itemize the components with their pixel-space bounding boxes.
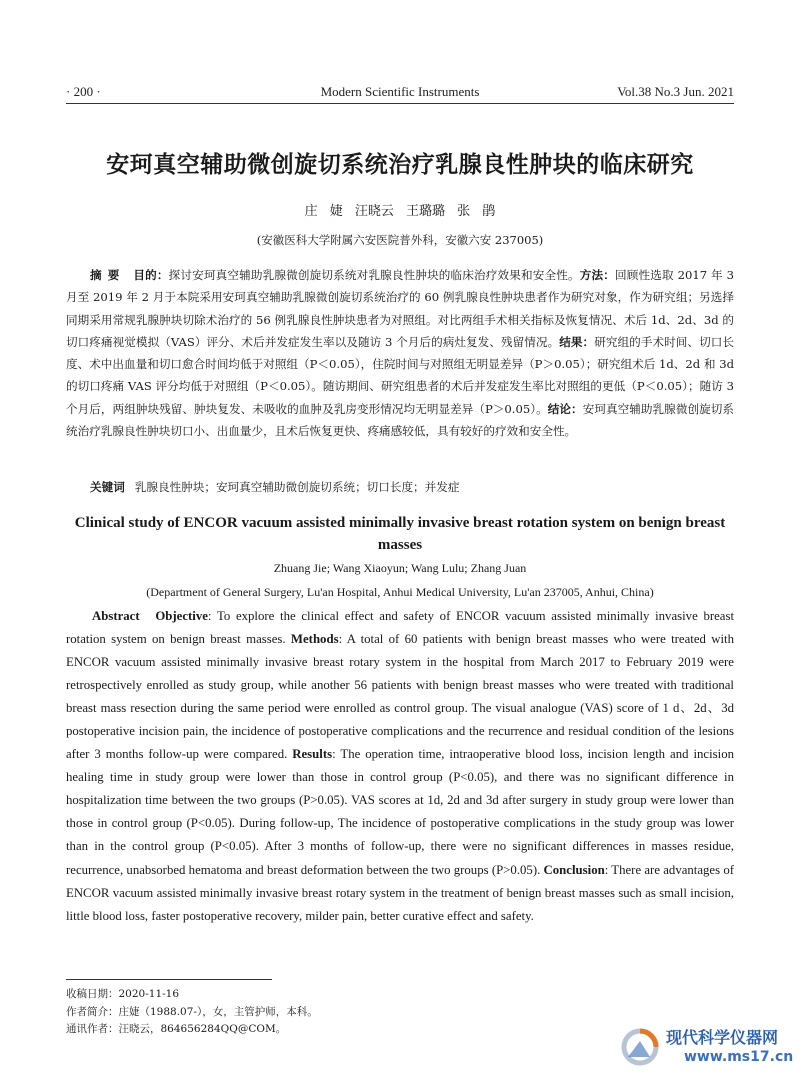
chinese-abstract bbox=[66, 264, 734, 442]
watermark-logo bbox=[618, 1021, 794, 1073]
chinese-keywords-text: 乳腺良性肿块；安珂真空辅助微创旋切系统；切口长度；并发症 bbox=[134, 480, 460, 494]
chinese-keywords bbox=[66, 479, 734, 495]
en-conclusion: : There are advantages of ENCOR vacuum assisted minimally invasive breast rotary system in the treatment of benign breast masses such as small incision, little blood loss, faster postoperative recovery, milder pain, better curative effect and safety. bbox=[66, 862, 735, 923]
english-abstract bbox=[66, 605, 734, 928]
footnote-rule bbox=[66, 979, 272, 980]
chinese-abstract-label: 摘要 bbox=[90, 268, 126, 282]
watermark-ring-icon bbox=[620, 1027, 660, 1067]
watermark-url: www.ms17.cn bbox=[684, 1049, 794, 1065]
english-affiliation: (Department of General Surgery, Lu'an Hospital, Anhui Medical University, Lu'an 237005, Anhui, China) bbox=[146, 585, 654, 599]
english-abstract-label: Abstract bbox=[92, 609, 140, 623]
cn-objective-label: 目的： bbox=[133, 268, 169, 282]
volume-issue: Vol.38 No.3 Jun. 2021 bbox=[617, 84, 734, 99]
chinese-affiliation: (安徽医科大学附属六安医院普外科，安徽六安 237005) bbox=[256, 233, 544, 247]
cn-methods: 回顾性选取 2017 年 3 月至 2019 年 2 月于本院采用安珂真空辅助乳腺微创旋切系统治疗的 60 例乳腺良性肿块患者作为研究对象，作为研究组；另选择同期采用常规乳腺肿块切除术治疗的 56 例乳腺良性肿块患者为对照组。对比两组手术相关指标及恢复情况、术后 1d、2d、3d 的切口疼痛视觉模拟（VAS）评分、术后并发症发生率以及随访 3 个月后的病灶复发、残留情况。 bbox=[66, 268, 734, 349]
cn-results-label: 结果： bbox=[559, 334, 595, 349]
english-authors: Zhuang Jie; Wang Xiaoyun; Wang Lulu; Zhang Juan bbox=[273, 561, 527, 575]
corresponding-author: 通讯作者：汪晓云，864656284QQ@COM。 bbox=[66, 1023, 287, 1035]
cn-conclusion: 安珂真空辅助乳腺微创旋切系统治疗乳腺良性肿块切口小、出血量少，且术后恢复更快、疼痛感较低，具有较好的疗效和安全性。 bbox=[66, 401, 734, 439]
author-bio: 作者简介：庄婕（1988.07-），女，主管护师，本科。 bbox=[66, 1005, 318, 1018]
journal-name: Modern Scientific Instruments bbox=[320, 84, 480, 99]
en-objective: : To explore the clinical effect and safety of ENCOR vacuum assisted minimally invasive breast rotation system on benign breast masses. bbox=[66, 609, 734, 647]
page-number: · 200 · bbox=[66, 84, 101, 99]
chinese-authors: 庄 婕 汪晓云 王璐璐 张 鹃 bbox=[304, 204, 496, 219]
header-rule bbox=[66, 103, 734, 104]
watermark-brand: 现代科学仪器网 bbox=[666, 1028, 779, 1047]
chinese-title: 安珂真空辅助微创旋切系统治疗乳腺良性肿块的临床研究 bbox=[106, 151, 694, 178]
cn-methods-label: 方法： bbox=[579, 268, 616, 282]
en-methods: : A total of 60 patients with benign breast masses who were treated with ENCOR vacuum assisted minimally invasive breast rotary system in the hospital from March 2017 to February 2019 were retrospectively enrolled as study group, while another 56 patients with benign breast masses who were treated with traditional breast mass resection during the same period were enrolled as control group. The visual analogue (VAS) score of 1 d、2d、3d postoperative incision pain, the incidence of postoperative complications and the recurrence and residual condition of the lesions after 3 months follow-up were compared. bbox=[66, 632, 734, 762]
chinese-keywords-label: 关键词 bbox=[90, 480, 125, 494]
english-title: Clinical study of ENCOR vacuum assisted minimally invasive breast rotation system on benign breast masses bbox=[74, 515, 726, 553]
en-objective-label: Objective bbox=[155, 609, 208, 623]
footnotes bbox=[66, 986, 566, 1039]
en-results: : The operation time, intraoperative blood loss, incision length and incision healing time in study group were lower than those in control group (P<0.05), and there was no significant difference in hospitalization time between the two groups (P>0.05). VAS scores at 1d, 2d and 3d after surgery in study group were lower than those in control group (P<0.05). During follow-up, The incidence of postoperative complications in the study group was lower than in the control group (P<0.05). After 3 months of follow-up, there were no significant differences in masses residue, recurrence, unabsorbed hematoma and breast deformation between the two groups (P>0.05). bbox=[66, 747, 734, 877]
cn-conclusion-label: 结论： bbox=[547, 401, 583, 416]
en-conclusion-label: Conclusion bbox=[543, 862, 605, 877]
en-methods-label: Methods bbox=[290, 632, 339, 647]
running-header bbox=[66, 84, 734, 102]
en-results-label: Results bbox=[292, 747, 333, 762]
cn-objective: 探讨安珂真空辅助乳腺微创旋切系统对乳腺良性肿块的临床治疗效果和安全性。 bbox=[168, 268, 580, 282]
received-date: 收稿日期：2020-11-16 bbox=[66, 988, 180, 1000]
cn-results: 研究组的手术时间、切口长度、术中出血量和切口愈合时间均低于对照组（P＜0.05），住院时间与对照组无明显差异（P＞0.05）；研究组术后 1d、2d 和 3d 的切口疼痛 VAS 评分均低于对照组（P＜0.05）。随访期间、研究组患者的术后并发症发生率比对照组的更低（P＜0.05）；随访 3 个月后，两组肿块残留、肿块复发、未吸收的血肿及乳房变形情况均无明显差异（P＞0.05）。 bbox=[66, 334, 734, 416]
